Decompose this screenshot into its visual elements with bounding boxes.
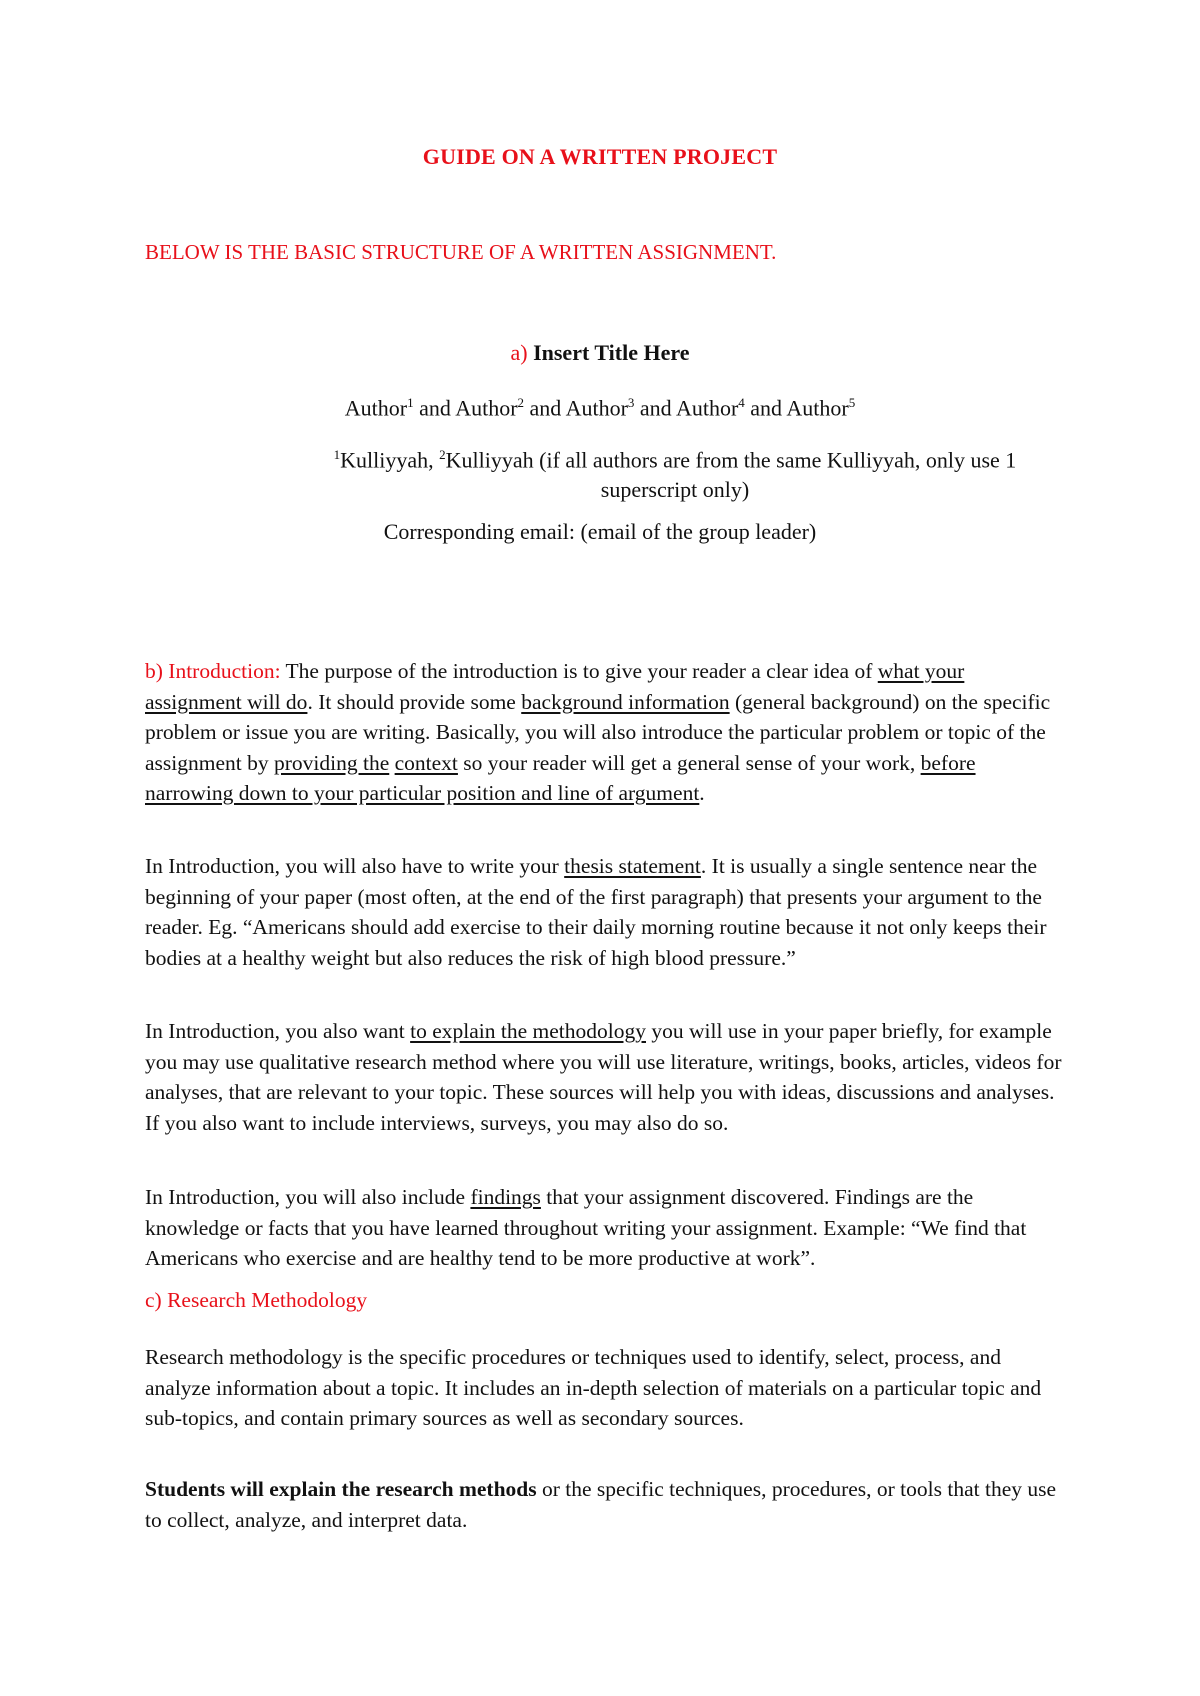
underlined-phrase: before narrowing down to your particular position and line of argument — [145, 750, 976, 805]
text-run: . — [699, 781, 705, 805]
underlined-phrase: findings — [470, 1185, 541, 1209]
underlined-phrase: providing the — [274, 750, 390, 775]
author-separator: and — [413, 395, 456, 421]
introduction-paragraph-3 — [145, 1016, 1065, 1138]
introduction-p1-body — [145, 659, 1050, 805]
introduction-p2-body — [145, 851, 1065, 973]
text-run: In Introduction, you also want — [145, 1019, 411, 1043]
introduction-paragraph-4 — [145, 1182, 1065, 1274]
underlined-phrase: what your assignment will do — [145, 659, 965, 714]
underlined-phrase: to explain the methodology — [410, 1019, 646, 1043]
author-superscript: 5 — [848, 395, 856, 410]
research-paragraph-2 — [145, 1474, 1065, 1535]
author-list — [0, 395, 1200, 421]
author-name: Author — [455, 395, 518, 421]
author-name: Author — [344, 395, 408, 421]
author-name: Author — [565, 395, 628, 421]
affiliation-1: Kulliyyah, — [340, 447, 440, 473]
introduction-paragraph-1 — [145, 656, 1065, 809]
corresponding-email: Corresponding email: (email of the group leader) — [383, 519, 817, 544]
underlined-phrase: context — [394, 750, 458, 775]
research-p2-bold: Students will explain the research methods — [145, 1477, 537, 1501]
underlined-phrase: background information — [521, 689, 730, 714]
affiliation-sup-2: 2 — [439, 447, 446, 462]
introduction-paragraph-2 — [145, 851, 1065, 973]
text-run: that your assignment discovered. Findings are the knowledge or facts that you have learned throughout writing your assignment. Example: “We find that Americans who exercise and are healthy tend to be more productive at work”. — [145, 1185, 1027, 1270]
text-run: . It should provide some — [307, 689, 522, 714]
document-title: GUIDE ON A WRITTEN PROJECT — [422, 144, 778, 169]
paper-title — [0, 340, 1200, 366]
text-run: (general background) on the specific problem or issue you are writing. Basically, you will also introduce the particular problem or topic of the assignment by — [145, 689, 1051, 775]
research-methodology-heading: c) Research Methodology — [145, 1288, 368, 1312]
author-superscript: 1 — [407, 395, 414, 410]
research-p2-rest: or the specific techniques, procedures, or tools that they use to collect, analyze, and interpret data. — [145, 1477, 1057, 1532]
author-superscript: 4 — [738, 395, 745, 410]
affiliation-sup-1: 1 — [333, 447, 341, 462]
text-run: so your reader will get a general sense of your work, — [457, 750, 921, 775]
author-superscript: 3 — [627, 395, 635, 410]
text-run: In Introduction, you will also have to write your — [145, 854, 565, 878]
research-paragraph-1: Research methodology is the specific procedures or techniques used to identify, select, process, and analyze information about a topic. It includes an in-depth selection of materials on a particular topic and sub-topics, and contain primary sources as well as secondary sources. — [145, 1345, 1042, 1430]
text-run: you will use in your paper briefly, for example you may use qualitative research method where you will use literature, writings, books, articles, videos for analyses, that are relevant to your topic. These sources will help you with ideas, discussions and analyses. If you also want to include interviews, surveys, you may also do so. — [145, 1019, 1062, 1135]
affiliation-2: Kulliyyah (if all authors are from the same Kulliyyah, only use 1 superscript only) — [445, 447, 1017, 503]
title-placeholder: Insert Title Here — [533, 340, 690, 365]
title-marker: a) — [510, 340, 528, 365]
author-separator: and — [524, 395, 566, 421]
author-name: Author — [786, 395, 849, 421]
author-separator: and — [744, 395, 787, 421]
document-subtitle: BELOW IS THE BASIC STRUCTURE OF A WRITTEN ASSIGNMENT. — [145, 240, 777, 264]
introduction-p4-body — [145, 1182, 1065, 1274]
author-separator: and — [634, 395, 676, 421]
author-name: Author — [675, 395, 739, 421]
text-run: The purpose of the introduction is to give your reader a clear idea of — [280, 659, 878, 683]
author-superscript: 2 — [517, 395, 525, 410]
underlined-phrase: thesis statement — [564, 854, 701, 878]
text-run: In Introduction, you will also include — [145, 1185, 471, 1209]
introduction-heading: b) Introduction: — [145, 659, 281, 683]
text-run: . It is usually a single sentence near the beginning of your paper (most often, at the end of the first paragraph) that presents your argument to the reader. Eg. “Americans should add exercise to their daily morning routine because it not only keeps their bodies at a healthy weight but also reduces the risk of high blood pressure.” — [145, 854, 1047, 970]
introduction-p3-body — [145, 1016, 1065, 1138]
affiliations — [290, 440, 1060, 505]
